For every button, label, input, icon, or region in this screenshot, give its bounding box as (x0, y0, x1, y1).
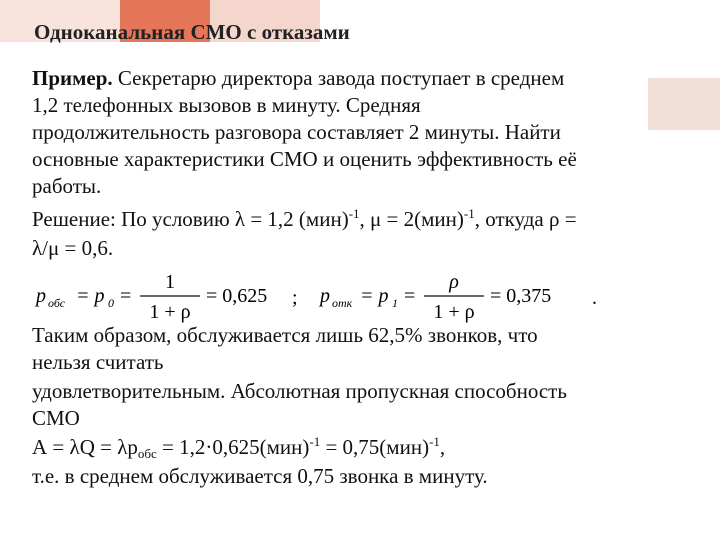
formula-p-obs-sub: обс (48, 296, 66, 310)
side-decoration-block (648, 78, 720, 130)
example-line-1 (32, 66, 564, 91)
formula-p1-sub: 1 (392, 296, 398, 310)
formula-eq-4: = (404, 285, 416, 307)
formula-numerator-2: ρ (449, 271, 459, 293)
formula-value-2: = 0,375 (490, 285, 552, 307)
formula-end-dot: . (592, 287, 597, 309)
example-line-2: 1,2 телефонных вызовов в минуту. Средняя (32, 93, 421, 117)
example-text-1: Секретарю директора завода поступает в среднем (117, 66, 565, 90)
throughput-text-1: А = λQ = λp (32, 435, 138, 459)
conclusion-line-3: удовлетворительным. Абсолютная пропускная способность (32, 379, 567, 403)
formula-denominator-1: 1 + ρ (149, 301, 191, 323)
formula-value-1: = 0,625 (206, 285, 268, 307)
throughput-text-2: = 1,2·0,625(мин) (156, 435, 310, 459)
formula-numerator-1: 1 (165, 271, 175, 293)
conclusion-line-6: т.е. в среднем обслуживается 0,75 звонка в минуту. (32, 464, 488, 488)
throughput-exponent-2: -1 (429, 434, 440, 449)
formula-p-otk: p (320, 285, 330, 307)
formula-separator: ; (292, 287, 298, 309)
formula-p-otk-sub: отк (332, 296, 353, 310)
example-line-5: работы. (32, 174, 102, 198)
solution-line-2: λ/μ = 0,6. (32, 236, 114, 260)
formula-eq-p1: = p (360, 285, 389, 307)
example-line-3: продолжительность разговора составляет 2 минуты. Найти (32, 120, 561, 144)
formula-eq-p0: = p (76, 285, 105, 307)
throughput-exponent-1: -1 (309, 434, 321, 449)
slide-title: Одноканальная СМО с отказами (34, 20, 350, 44)
example-line-4: основные характеристики СМО и оценить эффективность её (32, 147, 577, 171)
formula-eq-2: = (120, 285, 132, 307)
conclusion-line-1: Таким образом, обслуживается лишь 62,5% звонков, что (32, 323, 538, 347)
throughput-sub: обс (137, 446, 157, 461)
example-label: Пример. (32, 66, 113, 90)
throughput-text-3: = 0,75(мин) (320, 435, 430, 459)
solution-text-1: Решение: По условию λ = 1,2 (мин) (32, 207, 349, 231)
formula-p0-sub: 0 (108, 296, 114, 310)
solution-exponent-1: -1 (348, 206, 360, 221)
formula-p-obs: p (36, 285, 46, 307)
throughput-text-4: , (439, 435, 446, 459)
conclusion-line-2: нельзя считать (32, 350, 164, 374)
solution-line-1 (32, 207, 577, 232)
conclusion-line-4: СМО (32, 406, 80, 430)
conclusion-line-5 (32, 435, 445, 460)
formula-denominator-2: 1 + ρ (433, 301, 475, 323)
solution-text-2: , μ = 2(мин) (359, 207, 464, 231)
solution-text-3: , откуда ρ = (474, 207, 577, 231)
solution-exponent-2: -1 (463, 206, 475, 221)
probability-formula (30, 266, 610, 324)
